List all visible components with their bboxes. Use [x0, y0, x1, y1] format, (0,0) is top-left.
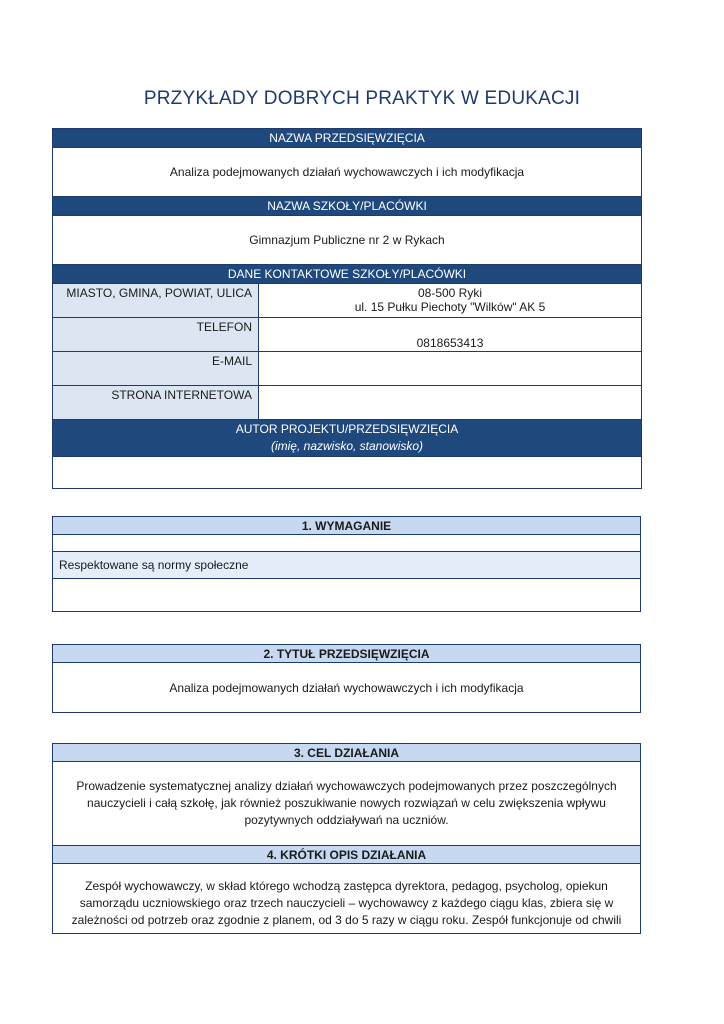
address-label: MIASTO, GMINA, POWIAT, ULICA — [53, 284, 259, 318]
project-name-header: NAZWA PRZEDSIĘWZIĘCIA — [53, 129, 642, 148]
project-name-value: Analiza podejmowanych działań wychowawczych i ich modyfikacja — [53, 148, 642, 197]
title-value: Analiza podejmowanych działań wychowawczych i ich modyfikacja — [53, 663, 641, 713]
author-header-subtitle: (imię, nazwisko, stanowisko) — [270, 439, 424, 453]
website-value — [259, 386, 642, 420]
author-header — [53, 420, 642, 457]
goal-header: 3. CEL DZIAŁANIA — [53, 744, 641, 762]
description-header: 4. KRÓTKI OPIS DZIAŁANIA — [53, 846, 641, 864]
requirement-value: Respektowane są normy społeczne — [53, 552, 641, 579]
address-value: 08-500 Ryki ul. 15 Pułku Piechoty "Wilków" AK 5 — [259, 284, 642, 318]
school-name-value: Gimnazjum Publiczne nr 2 w Rykach — [53, 216, 642, 265]
requirement-spacer-bottom — [53, 579, 641, 612]
contact-header: DANE KONTAKTOWE SZKOŁY/PLACÓWKI — [53, 265, 642, 284]
requirement-header: 1. WYMAGANIE — [53, 517, 641, 535]
requirement-table — [52, 516, 641, 612]
email-label: E-MAIL — [53, 352, 259, 386]
email-value — [259, 352, 642, 386]
school-name-header: NAZWA SZKOŁY/PLACÓWKI — [53, 197, 642, 216]
requirement-spacer-top — [53, 535, 641, 552]
author-value — [53, 457, 642, 489]
goal-description-table — [52, 743, 641, 934]
phone-value: 0818653413 — [259, 318, 642, 352]
website-label: STRONA INTERNETOWA — [53, 386, 259, 420]
description-value: Zespół wychowawczy, w skład którego wchodzą zastępca dyrektora, pedagog, psycholog, opiekun samorządu uczniowskiego oraz trzech nauczycieli – wychowawcy z każdego ciągu klas, zbiera się w zależności od potrzeb oraz zgodnie z planem, od 3 do 5 razy w ciągu roku. Zespół funkcjonuje od chwili — [53, 864, 641, 934]
school-info-table — [52, 128, 642, 489]
phone-label: TELEFON — [53, 318, 259, 352]
page-title: PRZYKŁADY DOBRYCH PRAKTYK W EDUKACJI — [143, 88, 581, 109]
title-header: 2. TYTUŁ PRZEDSIĘWZIĘCIA — [53, 645, 641, 663]
author-header-title: AUTOR PROJEKTU/PRZEDSIĘWZIĘCIA — [235, 422, 459, 436]
title-table — [52, 644, 641, 713]
goal-value: Prowadzenie systematycznej analizy działań wychowawczych podejmowanych przez poszczególnych nauczycieli i całą szkołę, jak również poszukiwanie nowych rozwiązań w celu zwiększenia wpływu pozytywnych oddziaływań na uczniów. — [53, 762, 641, 846]
